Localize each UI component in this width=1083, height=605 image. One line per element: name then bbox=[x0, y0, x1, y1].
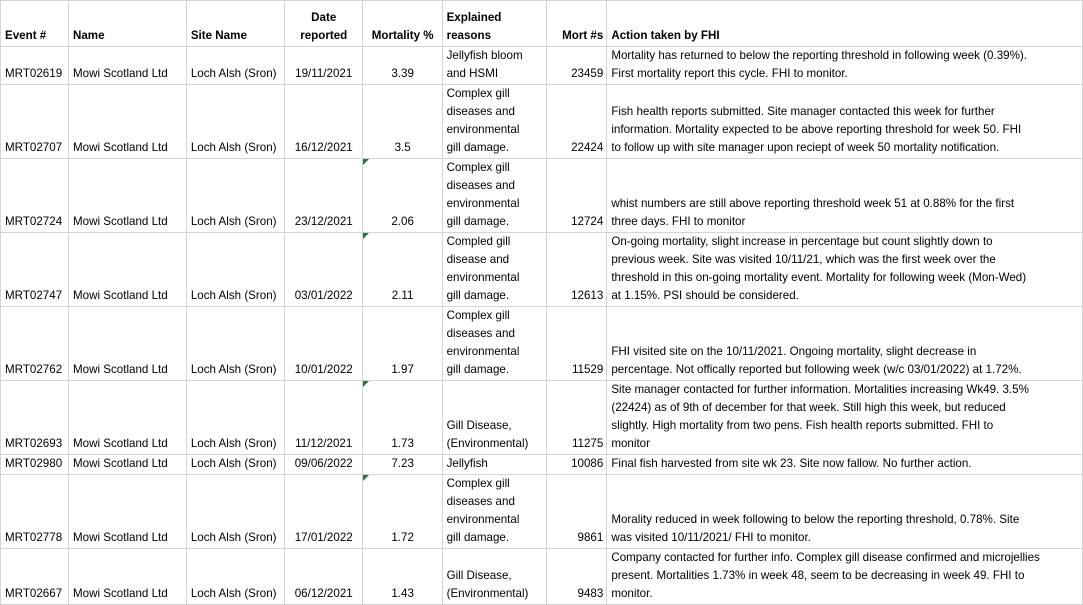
action-cell[interactable]: On-going mortality, slight increase in percentage but count slightly down to previous week. Site was visited 10/11/21, which was the first week over the threshold in this on-going mortality event. Mortality for following week (Mon-Wed) at 1.15%. PSI should be considered. bbox=[607, 233, 1083, 307]
event-cell[interactable]: MRT02693 bbox=[1, 381, 69, 455]
mortality-cell[interactable]: 2.06 bbox=[362, 159, 442, 233]
mortality-cell[interactable]: 3.39 bbox=[362, 47, 442, 85]
action-cell[interactable]: Fish health reports submitted. Site manager contacted this week for further information. Mortality expected to be above reporting threshold for week 50. FHI to follow up with site manager upon reciept of week 50 mortality notification. bbox=[607, 85, 1083, 159]
name-cell[interactable]: Mowi Scotland Ltd bbox=[68, 233, 186, 307]
reason-cell[interactable]: Complex gill diseases and environmental gill damage. bbox=[442, 85, 547, 159]
error-indicator-icon bbox=[363, 475, 369, 481]
header-mortality-pct[interactable]: Mortality % bbox=[362, 1, 442, 47]
mort-count-cell[interactable]: 12613 bbox=[547, 233, 607, 307]
table-row bbox=[1, 475, 1083, 549]
action-cell[interactable]: FHI visited site on the 10/11/2021. Ongoing mortality, slight decrease in percentage. Not offically reported but following week (w/c 03/01/2022) at 1.72%. bbox=[607, 307, 1083, 381]
date-cell[interactable]: 23/12/2021 bbox=[284, 159, 362, 233]
name-cell[interactable]: Mowi Scotland Ltd bbox=[68, 381, 186, 455]
table-row bbox=[1, 47, 1083, 85]
site-name-cell[interactable]: Loch Alsh (Sron) bbox=[186, 381, 284, 455]
site-name-cell[interactable]: Loch Alsh (Sron) bbox=[186, 47, 284, 85]
date-cell[interactable]: 16/12/2021 bbox=[284, 85, 362, 159]
name-cell[interactable]: Mowi Scotland Ltd bbox=[68, 159, 186, 233]
reason-cell[interactable]: Complex gill diseases and environmental gill damage. bbox=[442, 159, 547, 233]
header-date-reported[interactable]: Date reported bbox=[284, 1, 362, 47]
name-cell[interactable]: Mowi Scotland Ltd bbox=[68, 47, 186, 85]
reason-cell[interactable]: Compled gill disease and environmental gill damage. bbox=[442, 233, 547, 307]
error-indicator-icon bbox=[363, 233, 369, 239]
date-cell[interactable]: 10/01/2022 bbox=[284, 307, 362, 381]
action-cell[interactable]: Site manager contacted for further information. Mortalities increasing Wk49. 3.5% (22424) as of 9th of december for that week. Still high this week, but reduced slightly. High mortality from two pens. Fish health reports submitted. FHI to monitor bbox=[607, 381, 1083, 455]
mortality-cell[interactable]: 2.11 bbox=[362, 233, 442, 307]
date-cell[interactable]: 09/06/2022 bbox=[284, 455, 362, 475]
table-row bbox=[1, 307, 1083, 381]
name-cell[interactable]: Mowi Scotland Ltd bbox=[68, 549, 186, 605]
header-event[interactable]: Event # bbox=[1, 1, 69, 47]
name-cell[interactable]: Mowi Scotland Ltd bbox=[68, 475, 186, 549]
event-cell[interactable]: MRT02778 bbox=[1, 475, 69, 549]
action-cell[interactable]: Company contacted for further info. Complex gill disease confirmed and microjellies present. Mortalities 1.73% in week 48, seem to be decreasing in week 49. FHI to monitor. bbox=[607, 549, 1083, 605]
action-cell[interactable]: whist numbers are still above reporting threshold week 51 at 0.88% for the first three days. FHI to monitor bbox=[607, 159, 1083, 233]
header-mort-count[interactable]: Mort #s bbox=[547, 1, 607, 47]
mort-count-cell[interactable]: 22424 bbox=[547, 85, 607, 159]
date-cell[interactable]: 03/01/2022 bbox=[284, 233, 362, 307]
mortality-cell[interactable]: 1.43 bbox=[362, 549, 442, 605]
event-cell[interactable]: MRT02619 bbox=[1, 47, 69, 85]
name-cell[interactable]: Mowi Scotland Ltd bbox=[68, 85, 186, 159]
reason-cell[interactable]: Complex gill diseases and environmental gill damage. bbox=[442, 475, 547, 549]
action-cell[interactable]: Mortality has returned to below the reporting threshold in following week (0.39%). First mortality report this cycle. FHI to monitor. bbox=[607, 47, 1083, 85]
event-cell[interactable]: MRT02980 bbox=[1, 455, 69, 475]
reason-cell[interactable]: Jellyfish bbox=[442, 455, 547, 475]
event-cell[interactable]: MRT02747 bbox=[1, 233, 69, 307]
mort-count-cell[interactable]: 10086 bbox=[547, 455, 607, 475]
site-name-cell[interactable]: Loch Alsh (Sron) bbox=[186, 455, 284, 475]
header-action[interactable]: Action taken by FHI bbox=[607, 1, 1083, 47]
action-cell[interactable]: Morality reduced in week following to below the reporting threshold, 0.78%. Site was visited 10/11/2021/ FHI to monitor. bbox=[607, 475, 1083, 549]
header-row bbox=[1, 1, 1083, 47]
mort-count-cell[interactable]: 11529 bbox=[547, 307, 607, 381]
mortality-cell[interactable]: 1.72 bbox=[362, 475, 442, 549]
reason-cell[interactable]: Jellyfish bloom and HSMI bbox=[442, 47, 547, 85]
site-name-cell[interactable]: Loch Alsh (Sron) bbox=[186, 159, 284, 233]
table-row bbox=[1, 85, 1083, 159]
table-row bbox=[1, 549, 1083, 605]
event-cell[interactable]: MRT02762 bbox=[1, 307, 69, 381]
site-name-cell[interactable]: Loch Alsh (Sron) bbox=[186, 85, 284, 159]
event-cell[interactable]: MRT02707 bbox=[1, 85, 69, 159]
mortality-cell[interactable]: 1.97 bbox=[362, 307, 442, 381]
header-name[interactable]: Name bbox=[68, 1, 186, 47]
date-cell[interactable]: 11/12/2021 bbox=[284, 381, 362, 455]
table-row bbox=[1, 381, 1083, 455]
error-indicator-icon bbox=[363, 159, 369, 165]
site-name-cell[interactable]: Loch Alsh (Sron) bbox=[186, 233, 284, 307]
mort-count-cell[interactable]: 12724 bbox=[547, 159, 607, 233]
mort-count-cell[interactable]: 23459 bbox=[547, 47, 607, 85]
reason-cell[interactable]: Complex gill diseases and environmental gill damage. bbox=[442, 307, 547, 381]
date-cell[interactable]: 06/12/2021 bbox=[284, 549, 362, 605]
mortality-cell[interactable]: 3.5 bbox=[362, 85, 442, 159]
date-cell[interactable]: 19/11/2021 bbox=[284, 47, 362, 85]
header-explained-reasons[interactable]: Explained reasons bbox=[442, 1, 547, 47]
mortality-cell[interactable]: 1.73 bbox=[362, 381, 442, 455]
reason-cell[interactable]: Gill Disease, (Environmental) bbox=[442, 381, 547, 455]
table-row bbox=[1, 159, 1083, 233]
event-cell[interactable]: MRT02724 bbox=[1, 159, 69, 233]
event-cell[interactable]: MRT02667 bbox=[1, 549, 69, 605]
date-cell[interactable]: 17/01/2022 bbox=[284, 475, 362, 549]
reason-cell[interactable]: Gill Disease, (Environmental) bbox=[442, 549, 547, 605]
name-cell[interactable]: Mowi Scotland Ltd bbox=[68, 307, 186, 381]
header-site-name[interactable]: Site Name bbox=[186, 1, 284, 47]
mort-count-cell[interactable]: 9483 bbox=[547, 549, 607, 605]
site-name-cell[interactable]: Loch Alsh (Sron) bbox=[186, 475, 284, 549]
site-name-cell[interactable]: Loch Alsh (Sron) bbox=[186, 307, 284, 381]
name-cell[interactable]: Mowi Scotland Ltd bbox=[68, 455, 186, 475]
mort-count-cell[interactable]: 11275 bbox=[547, 381, 607, 455]
table-row bbox=[1, 233, 1083, 307]
table-row bbox=[1, 455, 1083, 475]
action-cell[interactable]: Final fish harvested from site wk 23. Site now fallow. No further action. bbox=[607, 455, 1083, 475]
mortality-cell[interactable]: 7.23 bbox=[362, 455, 442, 475]
site-name-cell[interactable]: Loch Alsh (Sron) bbox=[186, 549, 284, 605]
error-indicator-icon bbox=[363, 381, 369, 387]
mort-count-cell[interactable]: 9861 bbox=[547, 475, 607, 549]
